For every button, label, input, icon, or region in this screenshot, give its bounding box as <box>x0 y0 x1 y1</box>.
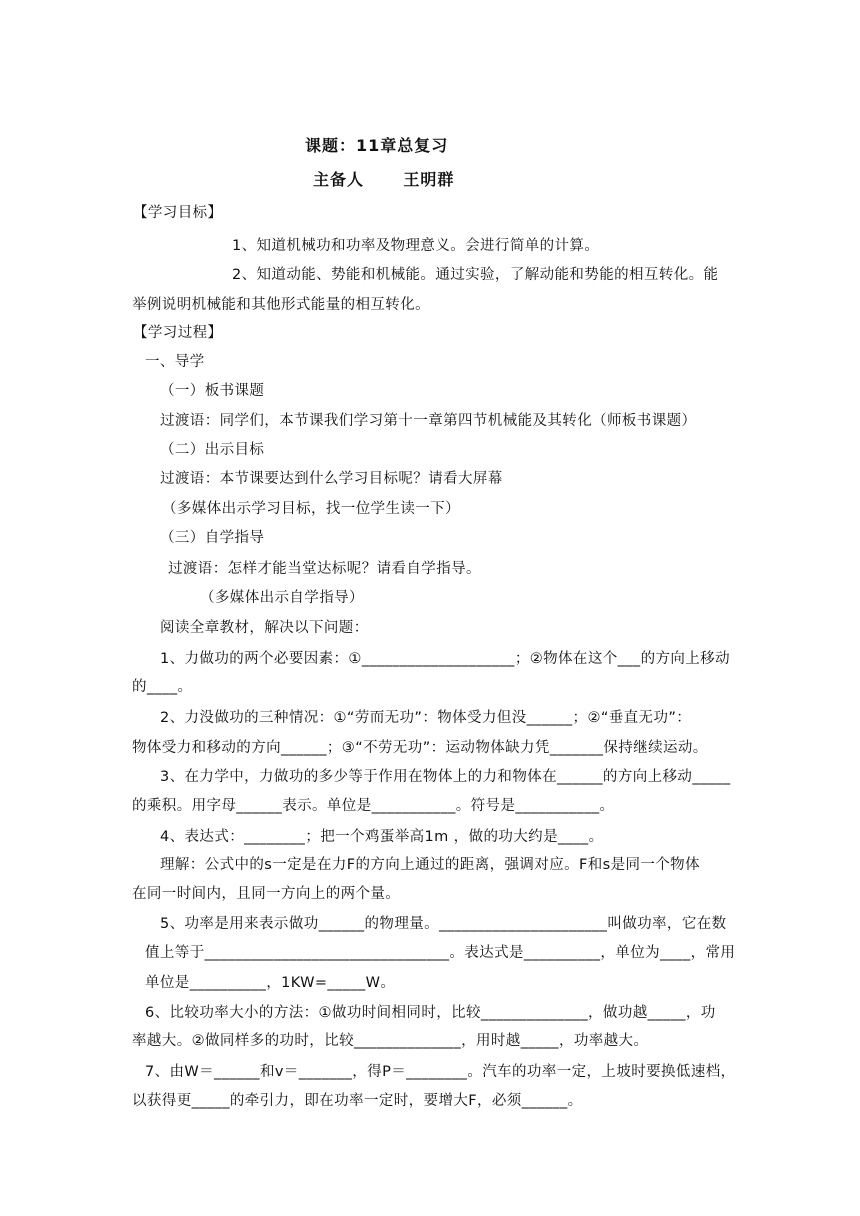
section-heading: 一、导学 <box>145 354 205 370</box>
paragraph: 过渡语：本节课要达到什么学习目标呢？请看大屏幕 <box>160 471 503 487</box>
question-line: 在同一时间内，且同一方向上的两个量。 <box>132 886 401 902</box>
objective-line: 1、知道机械功和功率及物理意义。会进行简单的计算。 <box>232 238 600 254</box>
question-line: 理解：公式中的s一定是在力F的方向上通过的距离，强调对应。F和s是同一个物体 <box>160 857 700 873</box>
question-line: 的乘积。用字母______表示。单位是___________。符号是___________。 <box>132 798 615 814</box>
question-line: 1、力做功的两个必要因素：①____________________；②物体在这个___的方向上移动 <box>160 651 730 667</box>
paragraph: 阅读全章教材，解决以下问题： <box>160 620 369 636</box>
question-line: 7、由W＝______和v＝_______，得P＝________。汽车的功率一定，上坡时要换低速档， <box>145 1064 736 1080</box>
paragraph-note: （多媒体出示自学指导） <box>200 590 364 606</box>
question-line: 2、力没做功的三种情况：①“劳而无功”：物体受力但没______；②“垂直无功”： <box>160 710 692 726</box>
paragraph: 过渡语：同学们，本节课我们学习第十一章第四节机械能及其转化（师板书课题） <box>160 413 697 429</box>
question-line: 单位是__________，1KW=_____W。 <box>145 975 396 991</box>
subsection-heading: （一）板书课题 <box>160 383 265 399</box>
paragraph-note: （多媒体出示学习目标，找一位学生读一下） <box>162 501 460 517</box>
question-line: 6、比较功率大小的方法：①做功时间相同时，比较______________，做功越_____，功 <box>145 1005 716 1021</box>
question-line: 的____。 <box>132 679 193 695</box>
paragraph: 过渡语：怎样才能当堂达标呢？请看自学指导。 <box>168 561 481 577</box>
question-line: 值上等于________________________________。表达式是__________，单位为____，常用 <box>145 945 736 961</box>
process-heading: 【学习过程】 <box>133 325 223 341</box>
question-line: 3、在力学中，力做功的多少等于作用在物体上的力和物体在______的方向上移动_____ <box>160 769 731 785</box>
objectives-heading: 【学习目标】 <box>133 205 223 221</box>
question-line: 4、表达式：________；把一个鸡蛋举高1m ，做的功大约是____。 <box>160 829 604 845</box>
subsection-heading: （三）自学指导 <box>160 530 265 546</box>
subsection-heading: （二）出示目标 <box>160 442 265 458</box>
objective-line: 举例说明机械能和其他形式能量的相互转化。 <box>132 297 430 313</box>
question-line: 以获得更_____的牵引力，即在功率一定时，要增大F，必须______。 <box>132 1093 583 1109</box>
doc-author: 主备人 王明群 <box>313 170 455 189</box>
question-line: 率越大。②做同样多的功时，比较______________，用时越_____，功率越大。 <box>132 1033 649 1049</box>
question-line: 5、功率是用来表示做功______的物理量。______________________叫做功率，它在数 <box>160 916 727 932</box>
doc-title: 课题：11章总复习 <box>305 136 449 155</box>
question-line: 物体受力和移动的方向______；③“不劳无功”：运动物体缺力凭_______保持继续运动。 <box>132 740 708 756</box>
objective-line: 2、知道动能、势能和机械能。通过实验，了解动能和势能的相互转化。能 <box>232 267 719 283</box>
